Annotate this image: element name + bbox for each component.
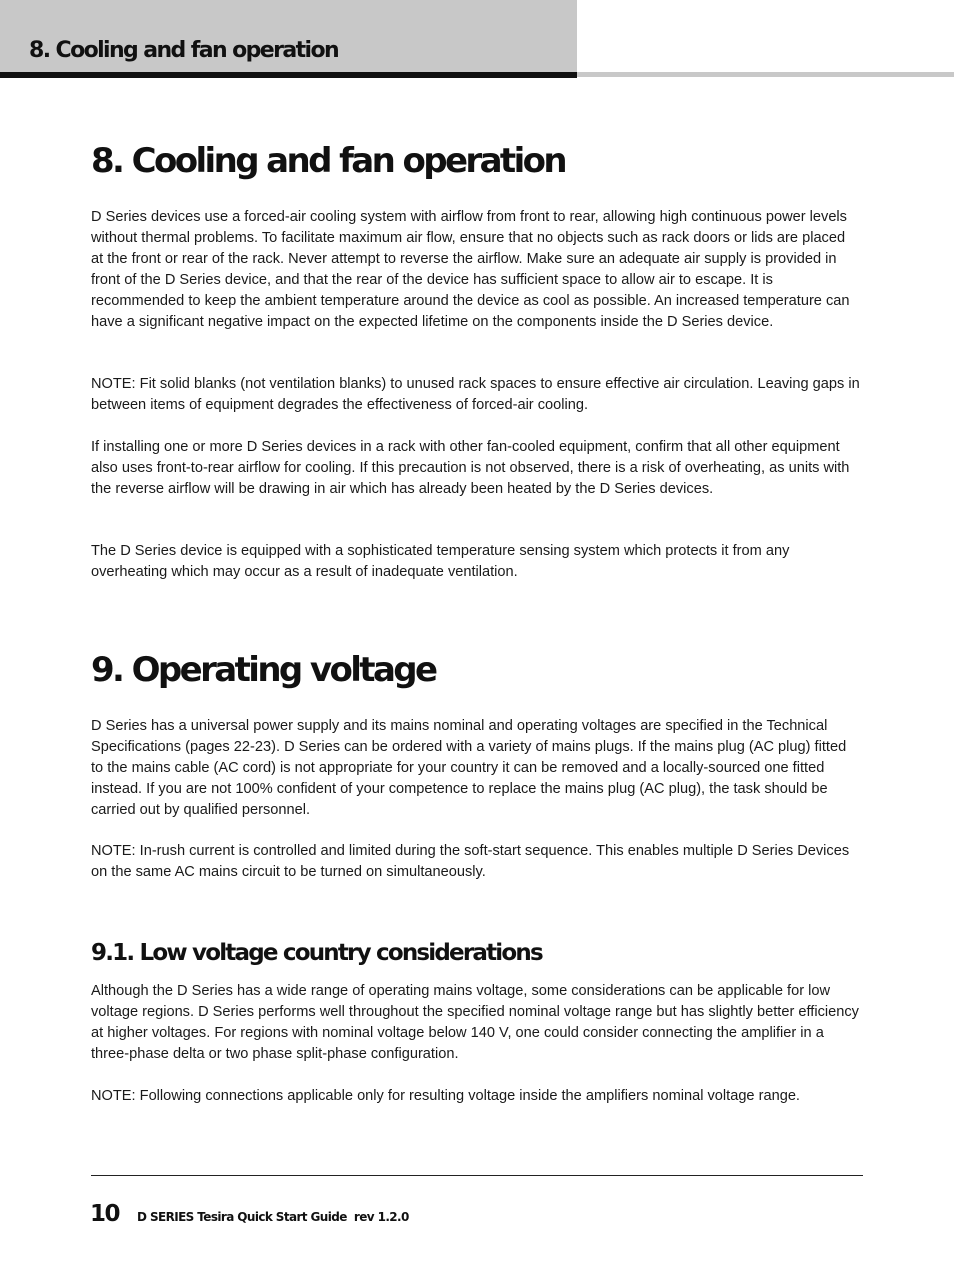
section-8-heading: 8. Cooling and fan operation: [91, 141, 566, 181]
section-8-paragraph-1: D Series devices use a forced-air cooling system with airflow from front to rear, allowing high continuous power levels without thermal problems. To facilitate maximum air flow, ensure that no objects such as rack doors or lids are placed at the front or rear of the rack. Never attempt to reverse the airflow. Make sure an adequate air supply is provided in front of the D Series device, and that the rear of the device has sufficient space to allow air to escape. It is recommended to keep the ambient temperature around the device as cool as possible. An increased temperature can have a significant negative impact on the expected lifetime on the components inside the D Series device.: [91, 209, 850, 330]
page-number: 10: [90, 1201, 120, 1227]
section-8-paragraph-4: The D Series device is equipped with a sophisticated temperature sensing system which protects it from any overheating which may occur as a result of inadequate ventilation.: [91, 543, 790, 580]
section-8-note: NOTE: Fit solid blanks (not ventilation blanks) to unused rack spaces to ensure effective air circulation. Leaving gaps in between items of equipment degrades the effectiveness of forced-air cooling.: [91, 376, 860, 413]
document-title: D SERIES Tesira Quick Start Guide rev 1.2.0: [137, 1210, 409, 1224]
section-9-1-heading: 9.1. Low voltage country considerations: [91, 940, 542, 966]
header-rule-light: [577, 72, 954, 77]
footer-rule: [91, 1175, 863, 1176]
section-9-1-paragraph-1: Although the D Series has a wide range of operating mains voltage, some considerations can be applicable for low voltage regions. D Series performs well throughout the specified nominal voltage range but has slightly better efficiency at higher voltages. For regions with nominal voltage below 140 V, one could consider connecting the amplifier in a three-phase delta or two phase split-phase configuration.: [91, 983, 859, 1062]
section-9-paragraph-1: D Series has a universal power supply and its mains nominal and operating voltages are specified in the Technical Specifications (pages 22-23). D Series can be ordered with a variety of mains plugs. If the mains plug (AC plug) fitted to the mains cable (AC cord) is not appropriate for your country it can be removed and a locally-sourced one fitted instead. If you are not 100% confident of your competence to replace the mains plug (AC plug), the task should be carried out by qualified personnel.: [91, 718, 847, 818]
header-section-title: 8. Cooling and fan operation: [29, 38, 339, 63]
section-9-note: NOTE: In-rush current is controlled and limited during the soft-start sequence. This enables multiple D Series Devices on the same AC mains circuit to be turned on simultaneously.: [91, 843, 850, 880]
header-rule-dark: [0, 72, 577, 78]
section-8-paragraph-3: If installing one or more D Series devices in a rack with other fan-cooled equipment, confirm that all other equipment also uses front-to-rear airflow for cooling. If this precaution is not observed, there is a risk of overheating, as units with the reverse airflow will be drawing in air which has already been heated by the D Series devices.: [91, 439, 850, 497]
section-9-1-note: NOTE: Following connections applicable only for resulting voltage inside the amplifiers nominal voltage range.: [91, 1088, 800, 1104]
section-9-heading: 9. Operating voltage: [91, 650, 436, 690]
